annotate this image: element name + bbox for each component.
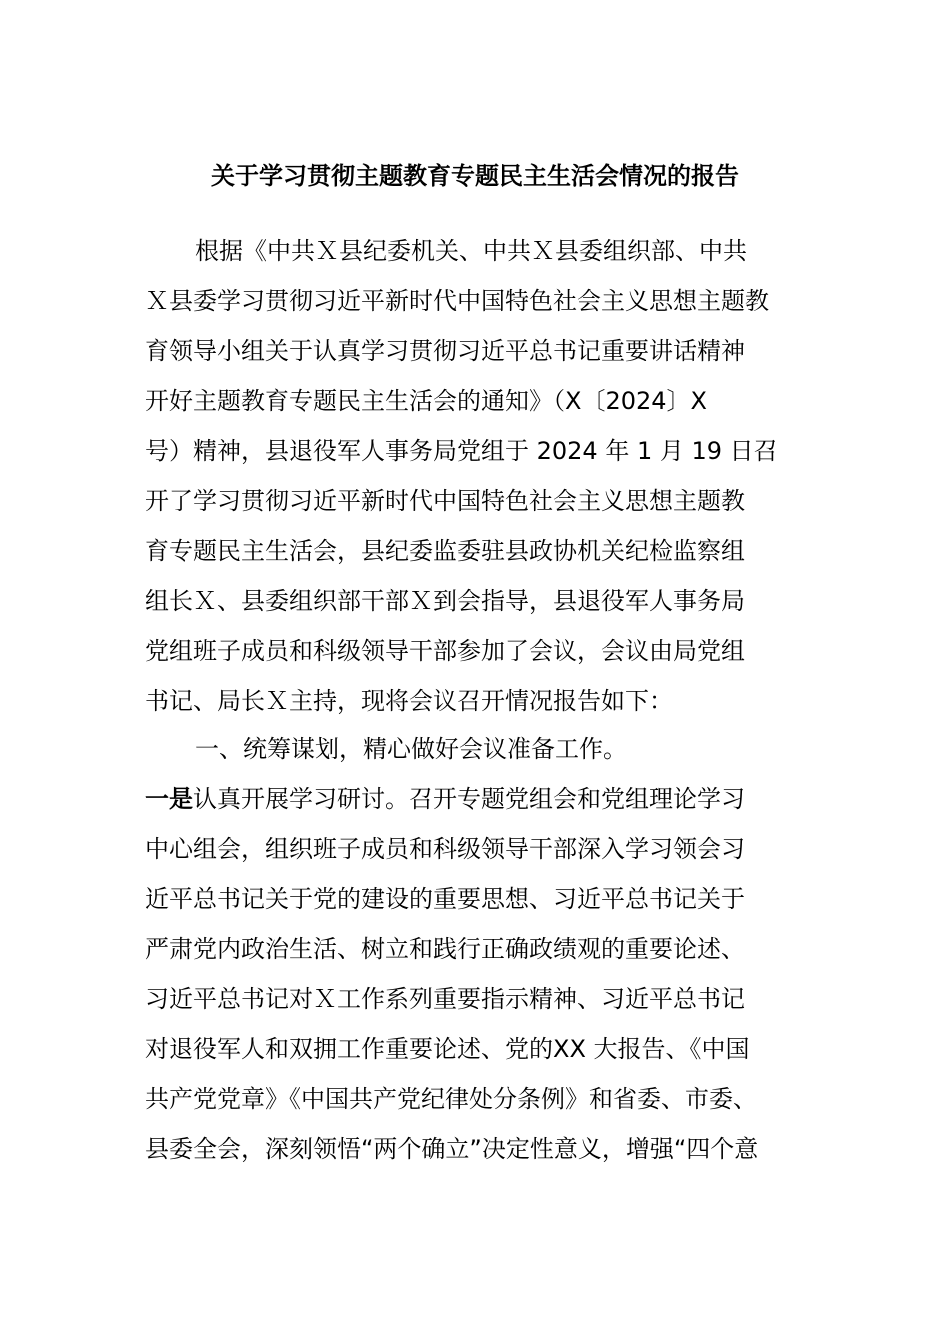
text-line: 根据《中共Ｘ县纪委机关、中共Ｘ县委组织部、中共 <box>195 237 747 265</box>
text-line: 共产党党章》《中国共产党纪律处分条例》和省委、市委、 <box>145 1085 757 1113</box>
item-first-line <box>145 774 810 824</box>
section-1 <box>145 724 810 1174</box>
text-line: 育领导小组关于认真学习贯彻习近平总书记重要讲话精神 <box>145 337 745 365</box>
paragraph-intro <box>145 226 810 726</box>
text-line: 县委全会，深刻领悟“两个确立”决定性意义，增强“四个意 <box>145 1135 759 1163</box>
text-line: 书记、局长Ｘ主持，现将会议召开情况报告如下： <box>145 687 673 715</box>
text-line: 组长Ｘ、县委组织部干部Ｘ到会指导，县退役军人事务局 <box>145 587 745 615</box>
text-line: 开了学习贯彻习近平新时代中国特色社会主义思想主题教 <box>145 487 745 515</box>
item-first-line-text: 认真开展学习研讨。召开专题党组会和党组理论学习 <box>193 785 745 813</box>
text-line: 党组班子成员和科级领导干部参加了会议，会议由局党组 <box>145 637 745 665</box>
section-heading: 一、统筹谋划，精心做好会议准备工作。 <box>195 735 627 763</box>
text-line: 育专题民主生活会，县纪委监委驻县政协机关纪检监察组 <box>145 537 745 565</box>
text-line: 近平总书记关于党的建设的重要思想、习近平总书记关于 <box>145 885 745 913</box>
document-title: 关于学习贯彻主题教育专题民主生活会情况的报告 <box>211 162 739 190</box>
text-line: 严肃党内政治生活、树立和践行正确政绩观的重要论述、 <box>145 935 745 963</box>
text-line: 习近平总书记对Ｘ工作系列重要指示精神、习近平总书记 <box>145 985 745 1013</box>
text-line: 中心组会，组织班子成员和科级领导干部深入学习领会习 <box>145 835 745 863</box>
text-line: Ｘ县委学习贯彻习近平新时代中国特色社会主义思想主题教 <box>145 287 769 315</box>
text-line: 开好主题教育专题民主生活会的通知》（X〔2024〕X <box>145 387 707 415</box>
text-line: 号）精神，县退役军人事务局党组于 2024 年 1 月 19 日召 <box>145 437 778 465</box>
text-line: 对退役军人和双拥工作重要论述、党的XX 大报告、《中国 <box>145 1035 750 1063</box>
item-lead: 一是 <box>145 785 193 813</box>
